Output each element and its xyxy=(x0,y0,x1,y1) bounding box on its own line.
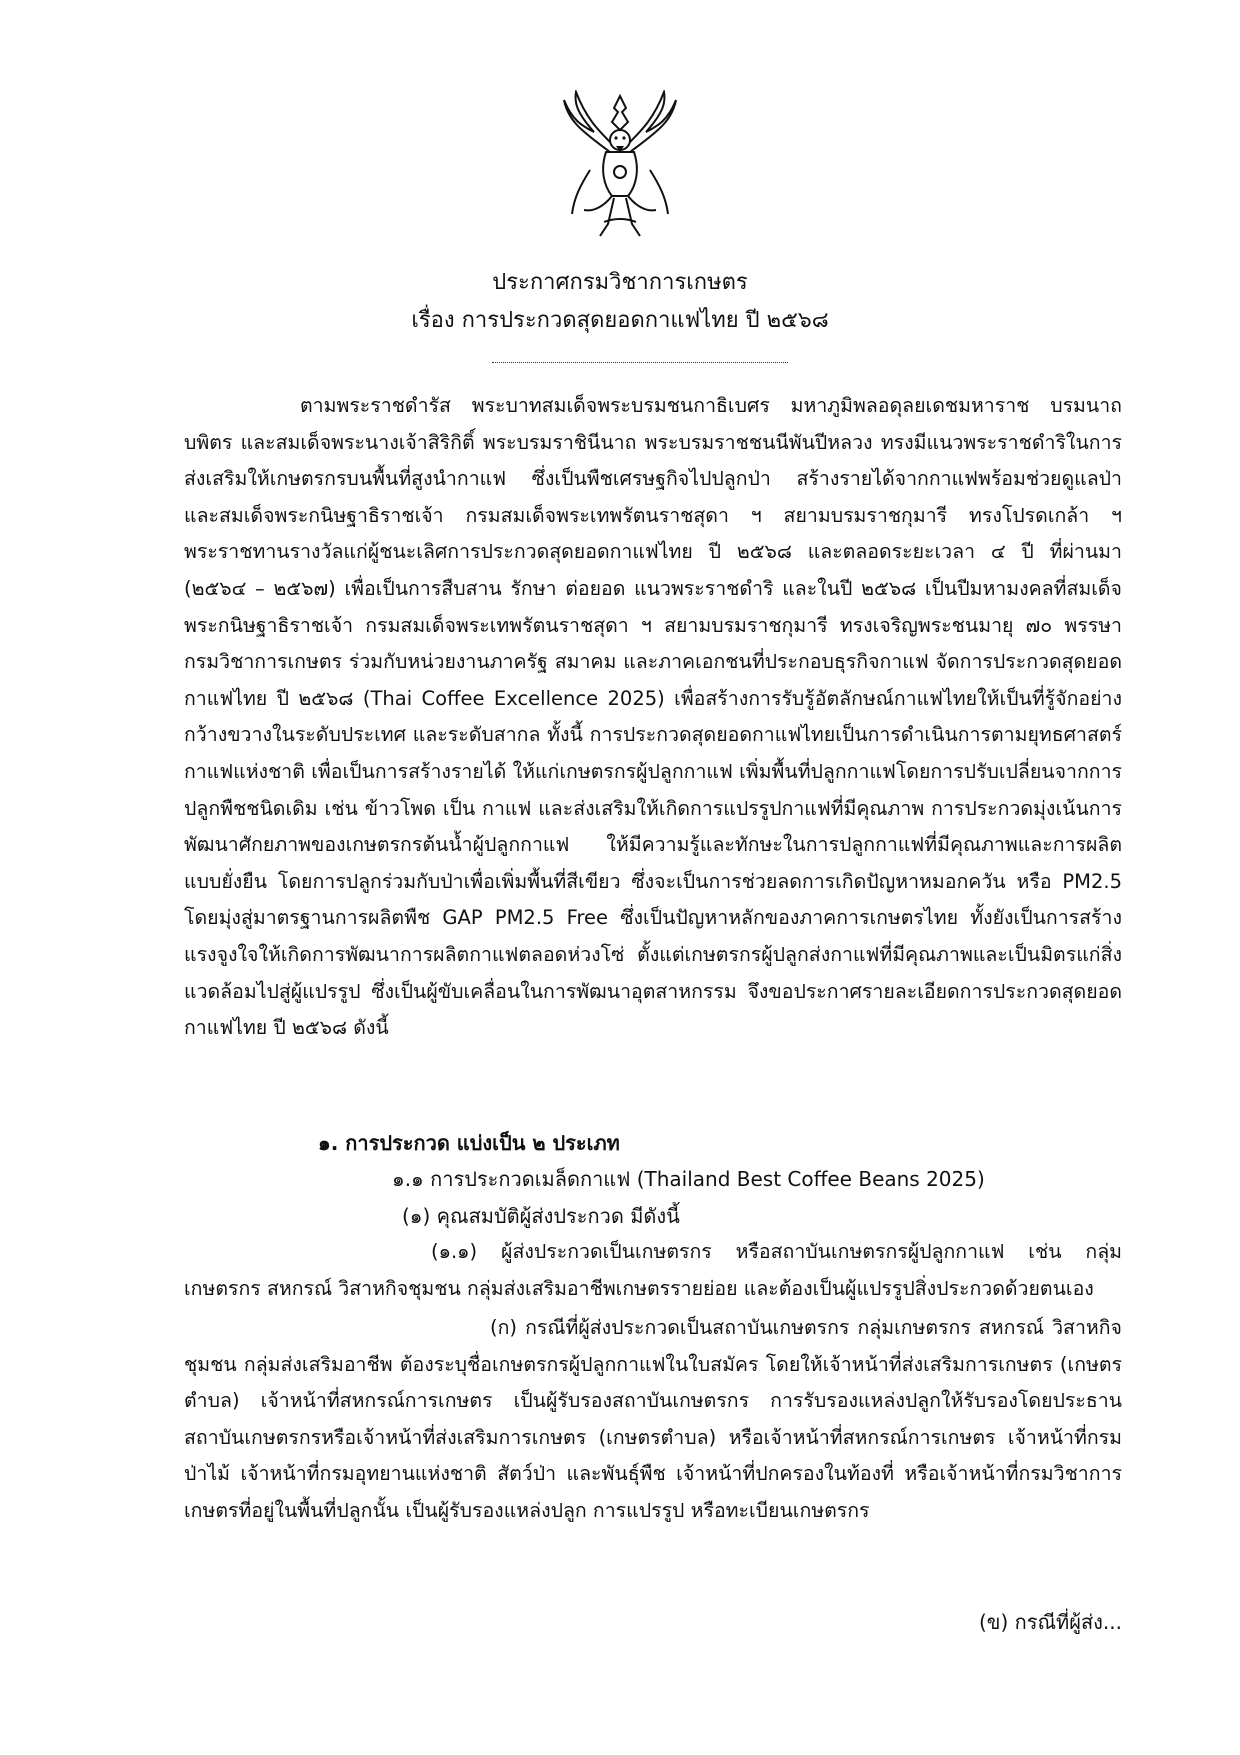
garuda-emblem-icon xyxy=(560,90,680,240)
continuation-text: (ข) กรณีที่ผู้ส่ง... xyxy=(979,1610,1122,1634)
announcement-agency: ประกาศกรมวิชาการเกษตร xyxy=(492,270,748,295)
section-heading-1: ๑. การประกวด แบ่งเป็น ๒ ประเภท xyxy=(318,1131,620,1155)
qualification-heading: (๑) คุณสมบัติผู้ส่งประกวด มีดังนี้ xyxy=(402,1204,680,1228)
clause-1-1-paragraph: (๑.๑) ผู้ส่งประกวดเป็นเกษตรกร หรือสถาบันเกษตรกรผู้ปลูกกาแฟ เช่น กลุ่มเกษตรกร สหกรณ์ วิสาหกิจชุมชน กลุ่มส่งเสริมอาชีพเกษตรรายย่อย และต้องเป็นผู้แปรรูปสิ่งประกวดด้วยตนเอง xyxy=(184,1240,1122,1300)
announcement-subject: เรื่อง การประกวดสุดยอดกาแฟไทย ปี ๒๕๖๘ xyxy=(411,308,829,333)
dotted-divider xyxy=(492,362,788,363)
clause-a-paragraph: (ก) กรณีที่ผู้ส่งประกวดเป็นสถาบันเกษตรกร กลุ่มเกษตรกร สหกรณ์ วิสาหกิจชุมชน กลุ่มส่งเสริมอาชีพ ต้องระบุชื่อเกษตรกรผู้ปลูกกาแฟในใบสมัคร โดยให้เจ้าหน้าที่ส่งเสริมการเกษตร (เกษตรตำบล) เจ้าหน้าที่สหกรณ์การเกษตร เป็นผู้รับรองสถาบันเกษตรกร การรับรองแหล่งปลูกให้รับรองโดยประธานสถาบันเกษตรกรหรือเจ้าหน้าที่ส่งเสริมการเกษตร (เกษตรตำบล) หรือเจ้าหน้าที่สหกรณ์การเกษตร เจ้าหน้าที่กรมป่าไม้ เจ้าหน้าที่กรมอุทยานแห่งชาติ สัตว์ป่า และพันธุ์พืช เจ้าหน้าที่ปกครองในท้องที่ หรือเจ้าหน้าที่กรมวิชาการเกษตรที่อยู่ในพื้นที่ปลูกนั้น เป็นผู้รับรองแหล่งปลูก การแปรรูป หรือทะเบียนเกษตรกร xyxy=(184,1316,1122,1522)
section-heading-1-1: ๑.๑ การประกวดเมล็ดกาแฟ (Thailand Best Coffee Beans 2025) xyxy=(392,1167,985,1191)
intro-paragraph: ตามพระราชดำรัส พระบาทสมเด็จพระบรมชนกาธิเบศร มหาภูมิพลอดุลยเดชมหาราช บรมนาถบพิตร และสมเด็จพระนางเจ้าสิริกิติ์ พระบรมราชินีนาถ พระบรมราชชนนีพันปีหลวง ทรงมีแนวพระราชดำริในการส่งเสริมให้เกษตรกรบนพื้นที่สูงนำกาแฟ ซึ่งเป็นพืชเศรษฐกิจไปปลูกป่า สร้างรายได้จากกาแฟพร้อมช่วยดูแลป่า และสมเด็จพระกนิษฐาธิราชเจ้า กรมสมเด็จพระเทพรัตนราชสุดา ฯ สยามบรมราชกุมารี ทรงโปรดเกล้า ฯ พระราชทานรางวัลแก่ผู้ชนะเลิศการประกวดสุดยอดกาแฟไทย ปี ๒๕๖๘ และตลอดระยะเวลา ๔ ปี ที่ผ่านมา (๒๕๖๔ – ๒๕๖๗) เพื่อเป็นการสืบสาน รักษา ต่อยอด แนวพระราชดำริ และในปี ๒๕๖๘ เป็นปีมหามงคลที่สมเด็จพระกนิษฐาธิราชเจ้า กรมสมเด็จพระเทพรัตนราชสุดา ฯ สยามบรมราชกุมารี ทรงเจริญพระชนมายุ ๗๐ พรรษา กรมวิชาการเกษตร ร่วมกับหน่วยงานภาครัฐ สมาคม และภาคเอกชนที่ประกอบธุรกิจกาแฟ จัดการประกวดสุดยอดกาแฟไทย ปี ๒๕๖๘ (Thai Coffee Excellence 2025) เพื่อสร้างการรับรู้อัตลักษณ์กาแฟไทยให้เป็นที่รู้จักอย่างกว้างขวางในระดับประเทศ และระดับสากล ทั้งนี้ การประกวดสุดยอดกาแฟไทยเป็นการดำเนินการตามยุทธศาสตร์กาแฟแห่งชาติ เพื่อเป็นการสร้างรายได้ ให้แก่เกษตรกรผู้ปลูกกาแฟ เพิ่มพื้นที่ปลูกกาแฟโดยการปรับเปลี่ยนจากการปลูกพืชชนิดเดิม เช่น ข้าวโพด เป็น กาแฟ และส่งเสริมให้เกิดการแปรรูปกาแฟที่มีคุณภาพ การประกวดมุ่งเน้นการพัฒนาศักยภาพของเกษตรกรต้นน้ำผู้ปลูกกาแฟ ให้มีความรู้และทักษะในการปลูกกาแฟที่มีคุณภาพและการผลิตแบบยั่งยืน โดยการปลูกร่วมกับป่าเพื่อเพิ่มพื้นที่สีเขียว ซึ่งจะเป็นการช่วยลดการเกิดปัญหาหมอกควัน หรือ PM2.5 โดยมุ่งสู่มาตรฐานการผลิตพืช GAP PM2.5 Free ซึ่งเป็นปัญหาหลักของภาคการเกษตรไทย ทั้งยังเป็นการสร้างแรงจูงใจให้เกิดการพัฒนาการผลิตกาแฟตลอดห่วงโซ่ ตั้งแต่เกษตรกรผู้ปลูกส่งกาแฟที่มีคุณภาพและเป็นมิตรแก่สิ่งแวดล้อมไปสู่ผู้แปรรูป ซึ่งเป็นผู้ขับเคลื่อนในการพัฒนาอุตสาหกรรม จึงขอประกาศรายละเอียดการประกวดสุดยอดกาแฟไทย ปี ๒๕๖๘ ดังนี้ xyxy=(184,394,1122,1040)
